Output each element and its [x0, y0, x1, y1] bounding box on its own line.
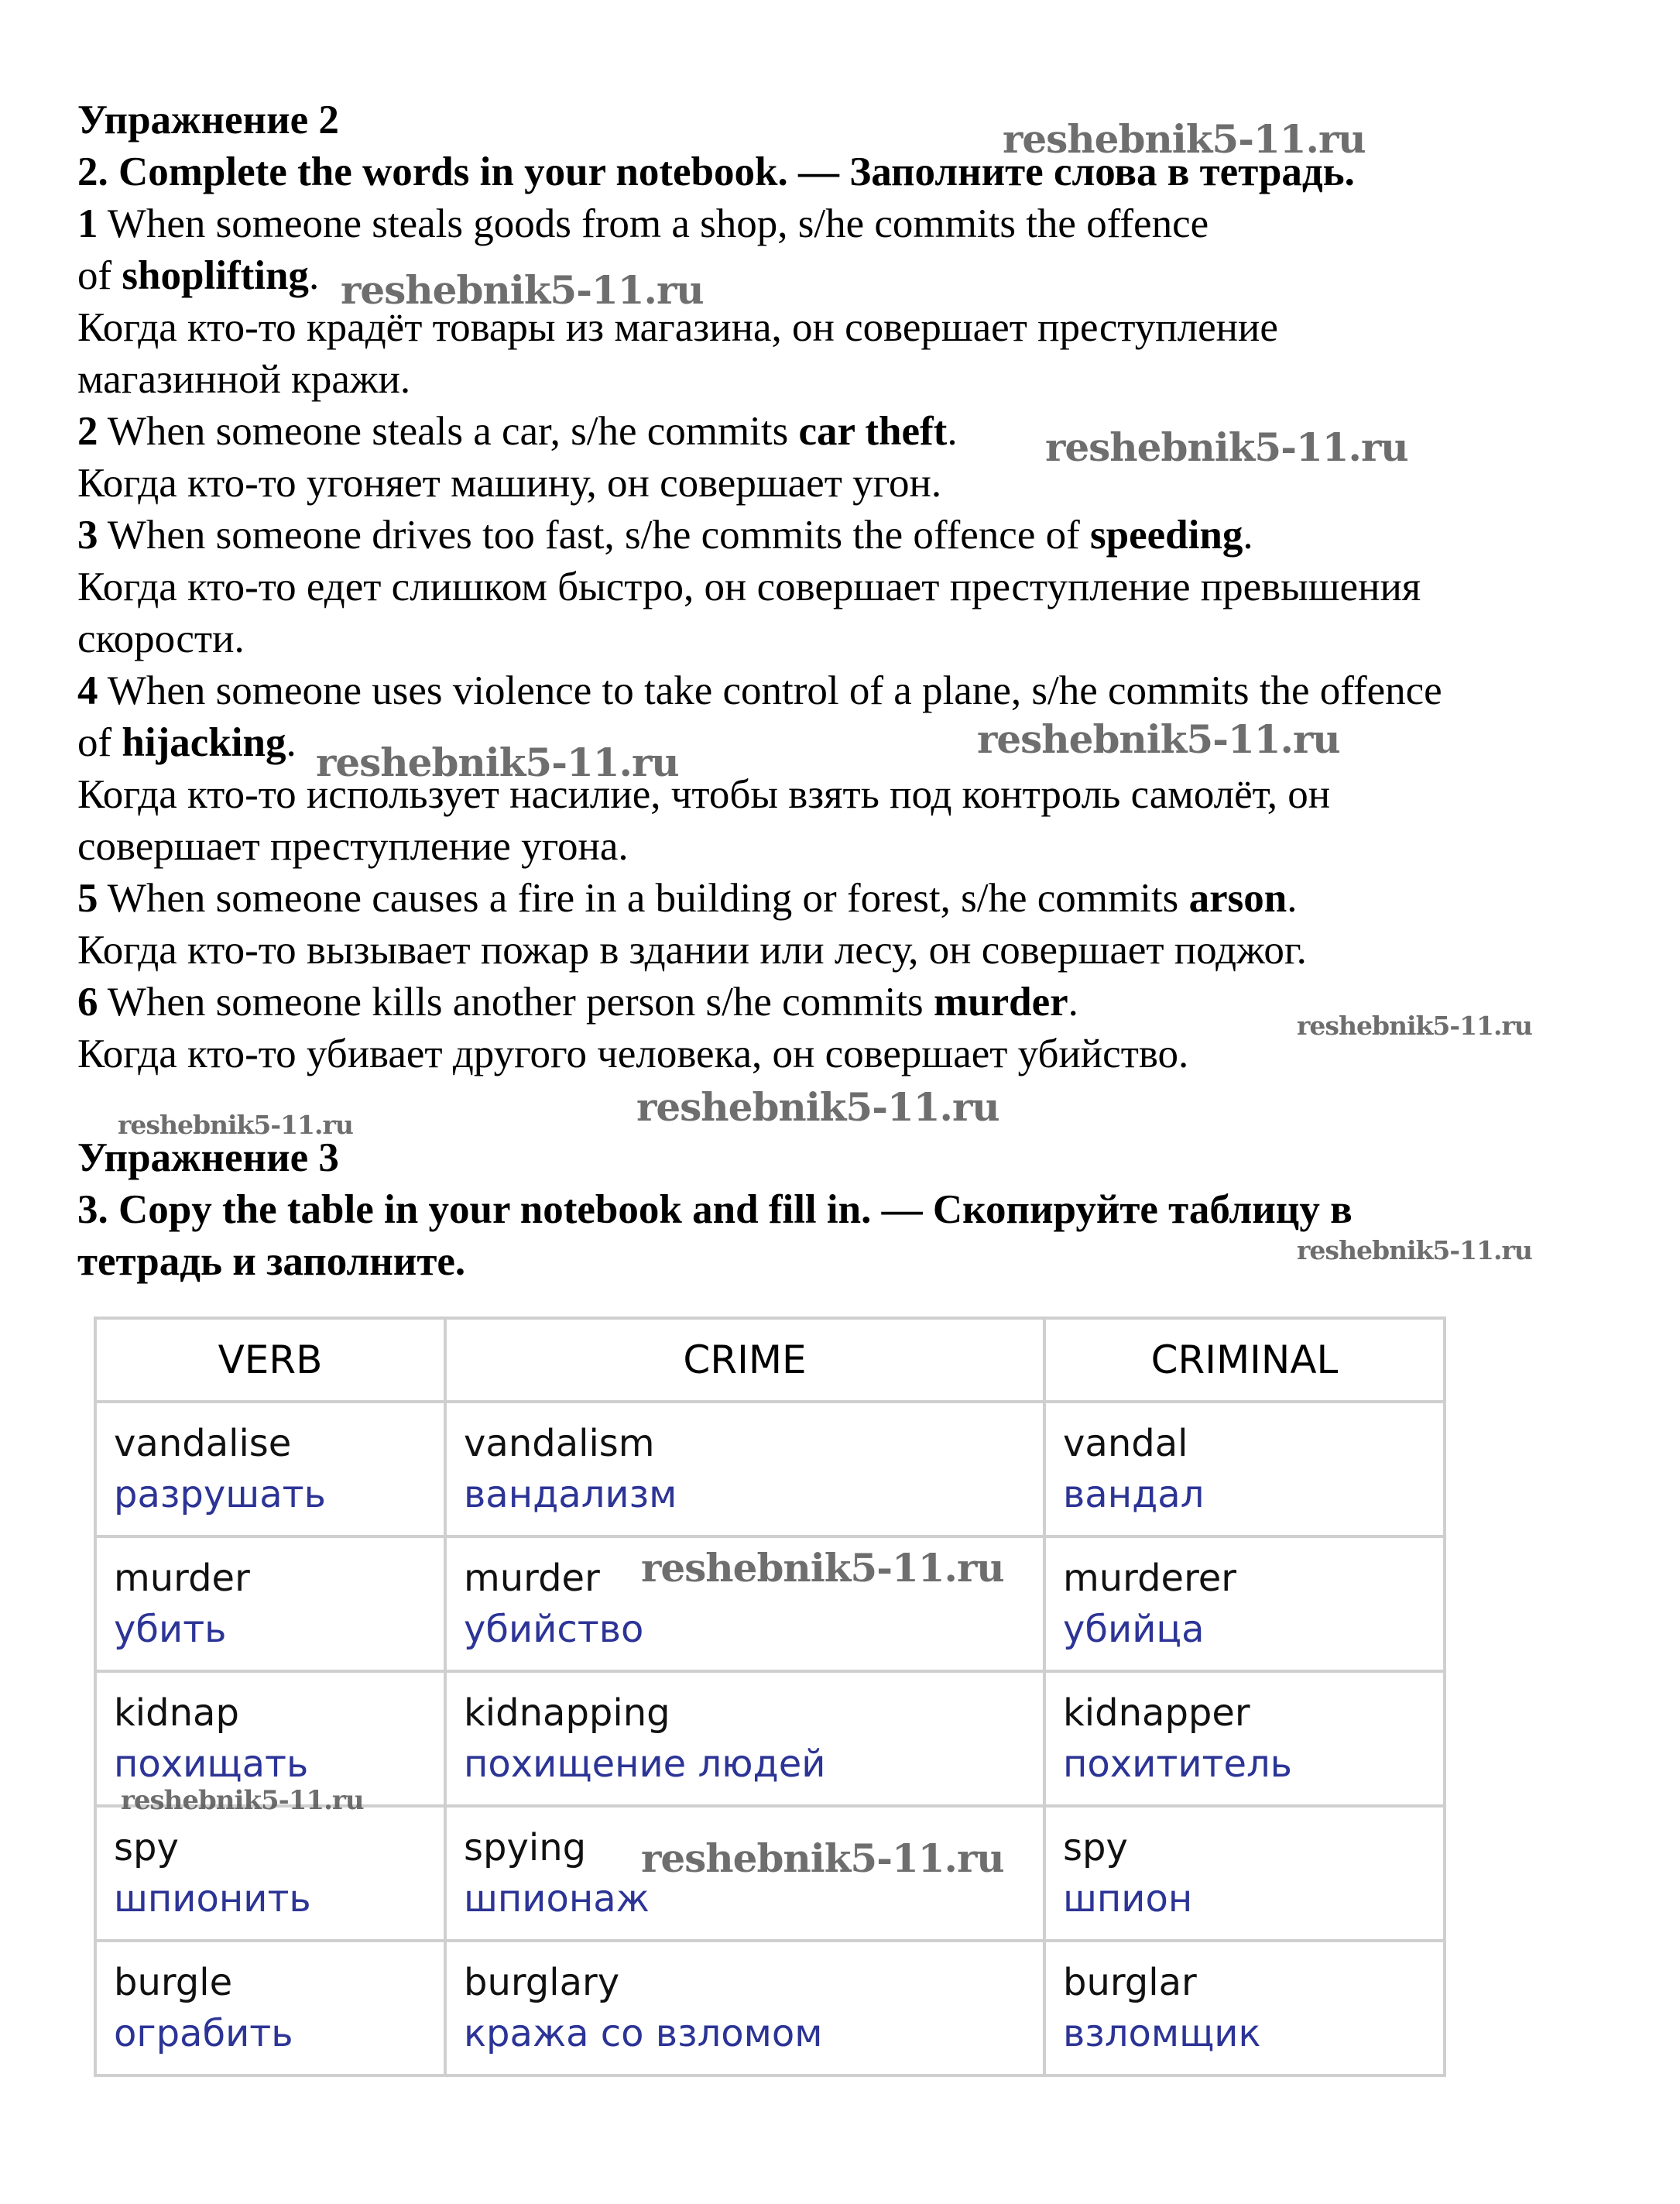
table-row	[95, 1941, 1445, 2075]
item-1: 1 When someone steals goods from a shop, s/he commits the offence	[77, 201, 1209, 246]
item-5: 5 When someone causes a fire in a building or forest, s/he commits arson.	[77, 876, 1298, 921]
russian-translation: похищение людей	[464, 1742, 826, 1786]
english-word: spying	[464, 1826, 587, 1869]
russian-translation: разрушать	[114, 1473, 326, 1516]
item-3: 3 When someone drives too fast, s/he commits the offence of speeding.	[77, 513, 1253, 558]
watermark: reshebnik5-11.ru	[341, 267, 704, 313]
table-cell	[445, 1402, 1044, 1536]
russian-translation: убийца	[1063, 1608, 1205, 1651]
table-cell	[1044, 1941, 1445, 2075]
english-word: burglar	[1063, 1961, 1197, 2004]
russian-translation: кража со взломом	[464, 2012, 823, 2055]
watermark: reshebnik5-11.ru	[636, 1084, 999, 1130]
answer: shoplifting	[122, 253, 309, 298]
russian-translation: шпионаж	[464, 1877, 650, 1921]
watermark: reshebnik5-11.ru	[316, 740, 679, 785]
russian-translation: ограбить	[114, 2012, 293, 2055]
english-word: kidnapper	[1063, 1691, 1250, 1735]
english-word: murder	[464, 1557, 600, 1600]
russian-translation: шпион	[1063, 1877, 1193, 1921]
table-cell	[1044, 1536, 1445, 1671]
table-cell	[95, 1806, 445, 1941]
ex3-heading: Упражнение 3	[77, 1135, 339, 1180]
russian-translation: убить	[114, 1608, 227, 1651]
english-word: spy	[1063, 1826, 1128, 1869]
ex3-task-cont: тетрадь и заполните.	[77, 1239, 466, 1284]
answer: arson	[1188, 876, 1287, 921]
watermark: reshebnik5-11.ru	[121, 1785, 364, 1816]
watermark: reshebnik5-11.ru	[977, 716, 1340, 762]
russian-translation: убийство	[464, 1608, 644, 1651]
russian-translation: вандализм	[464, 1473, 677, 1516]
exercise-text: Упражнение 2 2. Complete the words in your notebook. — Заполните слова в тетрадь. 1 When someone steals goods from a shop, s/he commits the offence of shoplifting. Когда кто-то крадёт товары из магазина, он совершает преступление магазинной кражи. 2 When someone steals a car, s/he commits car theft. Когда кто-то угоняет машину, он совершает угон. 3 When someone drives too fast, s/he commits the offence of speeding. Когда кто-то едет слишком быстро, он совершает преступление превышения скорости. 4 When someone uses violence to take control of a plane, s/he commits the offence of hijacking. Когда кто-то использует насилие, чтобы взять под контроль самолёт, он совершает преступление угона. 5 When someone causes a fire in a building or forest, s/he commits arson. Когда кто-то вызывает пожар в здании или лесу, он совершает поджог. 6 When someone kills another person s/he commits murder. Когда кто-то убивает другого человека, он совершает убийство. Упражнение 3 3. Copy the table in your notebook and fill in. — Скопируйте таблицу в тетрадь и заполните.	[77, 94, 1626, 1288]
watermark: reshebnik5-11.ru	[1297, 1011, 1532, 1041]
table-cell	[1044, 1806, 1445, 1941]
table-cell	[95, 1941, 445, 2075]
watermark: reshebnik5-11.ru	[1045, 424, 1408, 470]
table-cell	[445, 1671, 1044, 1806]
table-cell	[1044, 1402, 1445, 1536]
table-cell	[445, 1941, 1044, 2075]
answer: speeding	[1090, 513, 1243, 558]
watermark: reshebnik5-11.ru	[641, 1835, 1004, 1881]
col-criminal: CRIMINAL	[1044, 1318, 1445, 1402]
watermark: reshebnik5-11.ru	[1003, 116, 1366, 162]
answer: car theft	[798, 409, 948, 454]
english-word: kidnap	[114, 1691, 239, 1735]
table-row	[95, 1402, 1445, 1536]
english-word: vandalism	[464, 1422, 655, 1465]
watermark: reshebnik5-11.ru	[118, 1110, 353, 1140]
ex3-task: 3. Copy the table in your notebook and fill in. — Скопируйте таблицу в	[77, 1187, 1353, 1232]
english-word: murderer	[1063, 1557, 1237, 1600]
col-verb: VERB	[95, 1318, 445, 1402]
russian-translation: вандал	[1063, 1473, 1205, 1516]
english-word: vandalise	[114, 1422, 292, 1465]
russian-translation: шпионить	[114, 1877, 311, 1921]
answer: murder	[933, 980, 1068, 1025]
ex2-heading: Упражнение 2	[77, 98, 339, 142]
answer: hijacking	[122, 720, 286, 765]
russian-translation: похититель	[1063, 1742, 1292, 1786]
col-crime: CRIME	[445, 1318, 1044, 1402]
ex2-task: 2. Complete the words in your notebook. — Заполните слова в тетрадь.	[77, 149, 1355, 194]
english-word: vandal	[1063, 1422, 1188, 1465]
table-cell	[1044, 1671, 1445, 1806]
russian-translation: взломщик	[1063, 2012, 1261, 2055]
russian-translation: похищать	[114, 1742, 309, 1786]
table-cell	[95, 1536, 445, 1671]
table-header	[95, 1318, 1445, 1402]
english-word: kidnapping	[464, 1691, 670, 1735]
item-6: 6 When someone kills another person s/he commits murder.	[77, 980, 1078, 1025]
item-2: 2 When someone steals a car, s/he commits car theft.	[77, 409, 958, 454]
english-word: spy	[114, 1826, 179, 1869]
english-word: burglary	[464, 1961, 620, 2004]
watermark: reshebnik5-11.ru	[1297, 1235, 1532, 1265]
item-4: 4 When someone uses violence to take control of a plane, s/he commits the offence	[77, 668, 1442, 713]
table-cell	[95, 1402, 445, 1536]
crime-table	[94, 1317, 1446, 2077]
watermark: reshebnik5-11.ru	[641, 1545, 1004, 1591]
english-word: murder	[114, 1557, 250, 1600]
english-word: burgle	[114, 1961, 233, 2004]
